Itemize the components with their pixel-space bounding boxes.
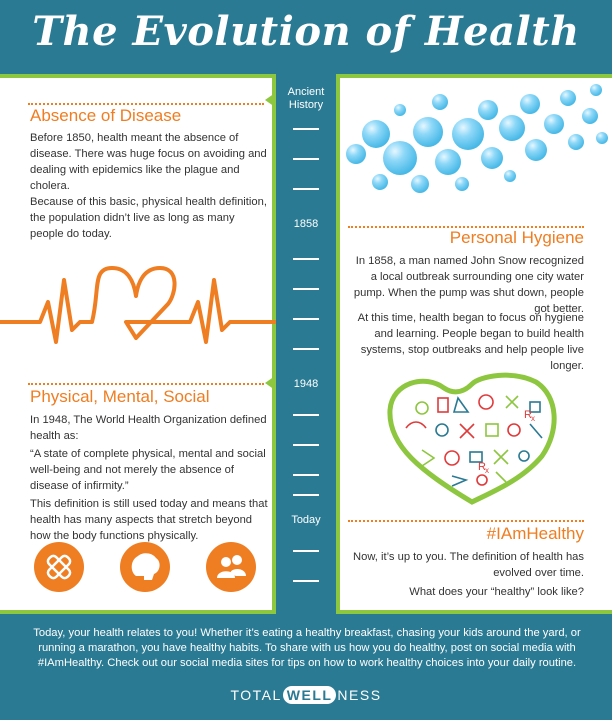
- heart-letter: R: [478, 461, 486, 473]
- section-heading-absence: Absence of Disease: [30, 106, 182, 125]
- timeline-label: 1948: [293, 378, 319, 390]
- timeline-tick: [293, 128, 319, 130]
- dotted-divider: [28, 103, 264, 105]
- timeline-tick: [293, 288, 319, 290]
- timeline-tick: [293, 580, 319, 582]
- timeline-label: Ancient History: [287, 86, 325, 111]
- bandage-icon: [34, 542, 84, 592]
- brand-text: NESS: [337, 687, 382, 703]
- section-heading-iamhealthy: #IAmHealthy: [486, 524, 584, 543]
- brand-logo: [0, 686, 612, 704]
- brain-icon: [120, 542, 170, 592]
- section-heading-hygiene: Personal Hygiene: [449, 228, 584, 247]
- brand-text: WELL: [283, 686, 337, 704]
- timeline-label: 1858: [293, 218, 319, 230]
- timeline-tick: [293, 258, 319, 260]
- paragraph: In 1948, The World Health Organization defined health as:: [30, 414, 267, 442]
- paragraph: Because of this basic, physical health definition, the population didn’t live as long as many people do today.: [30, 196, 267, 240]
- heart-letter: x: [531, 414, 535, 423]
- timeline-tick: [293, 494, 319, 496]
- paragraph: “A state of complete physical, mental and social well-being and not merely the absence of disease of infirmity.”: [30, 448, 266, 492]
- timeline-tick: [293, 348, 319, 350]
- heart-letter: x: [485, 466, 489, 475]
- paragraph: What does your “healthy” look like?: [409, 586, 584, 598]
- paragraph: At this time, health began to focus on hygiene and learning. People began to build health systems, stop outbreaks and help people live longer.: [357, 312, 584, 372]
- timeline-tick: [293, 474, 319, 476]
- section-heading-pms: Physical, Mental, Social: [30, 387, 210, 406]
- timeline-tick: [293, 188, 319, 190]
- heartbeat-icon: [0, 260, 276, 350]
- paragraph: This definition is still used today and means that health has many aspects that stretch beyond how the body functions physically.: [30, 498, 268, 542]
- timeline-tick: [293, 158, 319, 160]
- paragraph: Before 1850, health meant the absence of disease. There was huge focus on avoiding and dealing with epidemics like the plague and cholera.: [30, 132, 267, 192]
- heart-letter: R: [524, 409, 532, 421]
- timeline-tick: [293, 414, 319, 416]
- dotted-divider: [348, 520, 584, 522]
- dotted-divider: [28, 383, 264, 385]
- timeline-tick: [293, 444, 319, 446]
- timeline-tick: [293, 550, 319, 552]
- timeline-pointer: [265, 93, 275, 107]
- paragraph: Now, it’s up to you. The definition of health has evolved over time.: [353, 551, 584, 579]
- timeline-tick: [293, 318, 319, 320]
- page-title: The Evolution of Health: [32, 8, 580, 55]
- heart-doodle-icon: [382, 368, 562, 508]
- timeline-label: Today: [291, 514, 321, 526]
- footer-text: Today, your health relates to you! Whether it’s eating a healthy breakfast, chasing your kids around the yard, or running a marathon, you have healthy habits. To share with us how you do healthy, post on social media with #IAmHealthy. Check out our social media sites for tips on how to work healthy choices into your daily routine.: [33, 627, 581, 669]
- bubbles-icon: [340, 80, 608, 220]
- paragraph: In 1858, a man named John Snow recognized a local outbreak surrounding one city water pump. When the pump was shut down, people got better.: [353, 255, 584, 315]
- brand-text: TOTAL: [230, 687, 282, 703]
- people-icon: [206, 542, 256, 592]
- timeline-pointer: [265, 376, 275, 390]
